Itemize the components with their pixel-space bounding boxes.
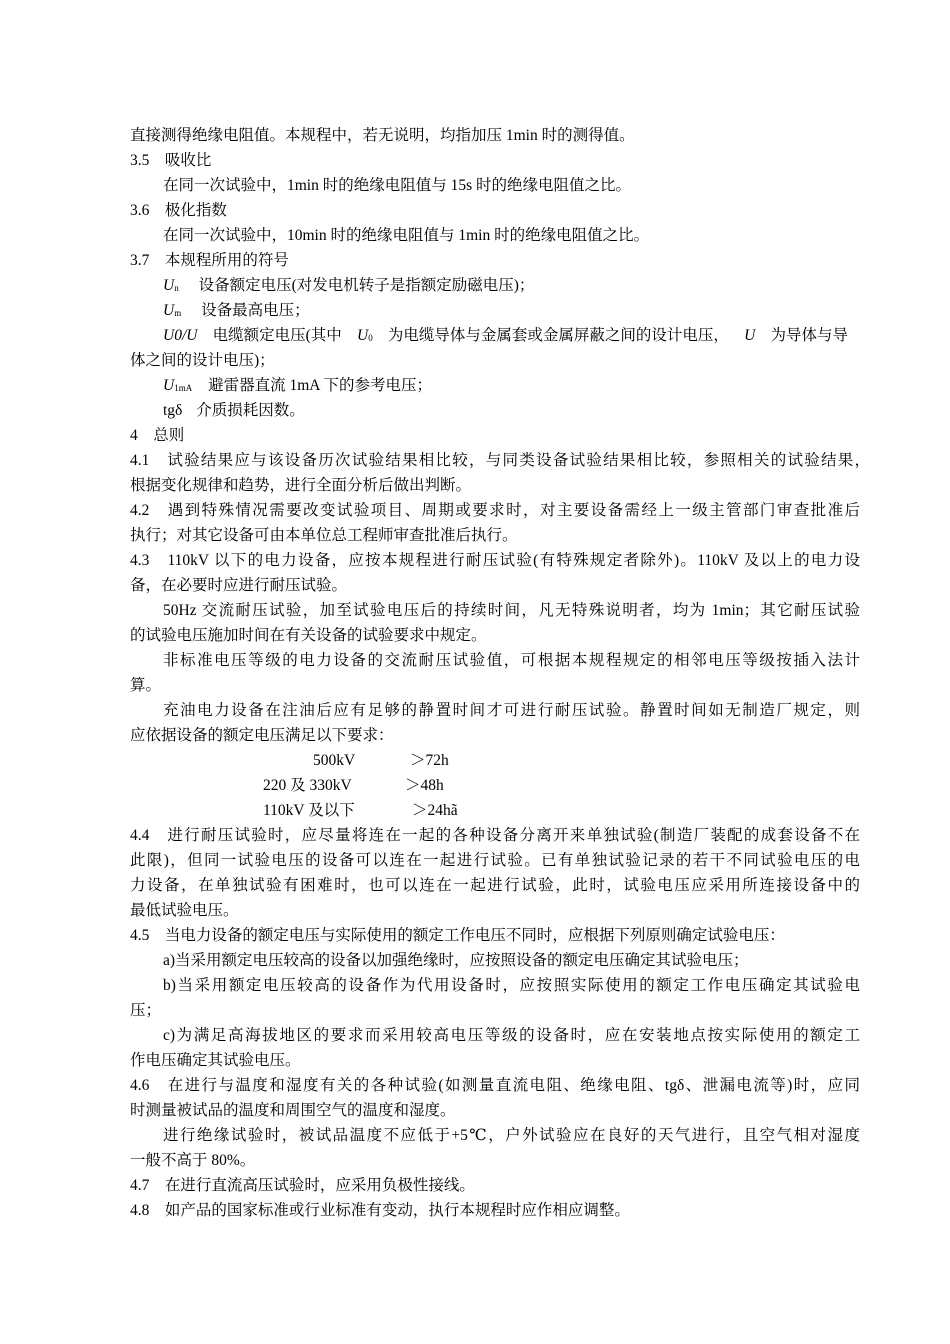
symbol-u1ma-row	[163, 375, 432, 399]
paragraph-line: 进行绝缘试验时，被试品温度不应低于+5℃，户外试验应在良好的天气进行，且空气相对湿度	[163, 1127, 860, 1144]
paragraph-line: 一般不高于 80%。	[130, 1152, 256, 1169]
symbol-un-subscript: n	[174, 283, 179, 293]
symbol-u1ma-subscript: 1mA	[174, 383, 193, 393]
paragraph-line: 此限)，但同一试验电压的设备可以连在一起进行试验。已有单独试验记录的若干不同试验电压的电	[130, 852, 860, 869]
paragraph-line: 力设备，在单独试验有困难时，也可以连在一起进行试验，此时，试验电压应采用所连接设备中的	[130, 877, 860, 894]
paragraph-line: 4.6 在进行与温度和湿度有关的各种试验(如测量直流电阻、绝缘电阻、tgδ、泄漏电流等)时，应同	[130, 1077, 860, 1094]
symbol-um-description: 设备最高电压；	[201, 302, 310, 319]
paragraph-line: 直接测得绝缘电阻值。本规程中，若无说明，均指加压 1min 时的测得值。	[130, 127, 635, 144]
paragraph-line: 的试验电压施加时间在有关设备的试验要求中规定。	[130, 627, 487, 644]
standing-time-voltage: 110kV 及以下	[263, 802, 355, 819]
paragraph-line: 4.5 当电力设备的额定电压与实际使用的额定工作电压不同时，应根据下列原则确定试验电压：	[130, 927, 785, 944]
paragraph-line: 算。	[130, 677, 162, 694]
paragraph-line: 备，在必要时应进行耐压试验。	[130, 577, 348, 594]
symbol-tg-description: 介质损耗因数。	[196, 402, 305, 419]
paragraph-line: 4.4 进行耐压试验时，应尽量将连在一起的各种设备分离开来单独试验(制造厂装配的成套设备不在	[130, 827, 860, 844]
symbol-un-row	[163, 275, 534, 299]
symbol-um: U	[163, 302, 175, 319]
paragraph-line: 压；	[130, 1002, 162, 1019]
symbol-u0u: U0/U	[163, 327, 198, 344]
paragraph-line: 最低试验电压。	[130, 902, 239, 919]
list-item-b: b)当采用额定电压较高的设备作为代用设备时，应按照实际使用的额定工作电压确定其试验电	[163, 977, 860, 994]
symbol-um-subscript: m	[174, 308, 182, 318]
paragraph-line: 根据变化规律和趋势，进行全面分析后做出判断。	[130, 477, 472, 494]
symbol-un-description: 设备额定电压(对发电机转子是指额定励磁电压)；	[198, 277, 535, 294]
standing-time-value: ＞24hã	[412, 802, 458, 819]
paragraph-line: 作电压确定其试验电压。	[130, 1052, 301, 1069]
standing-time-voltage: 220 及 330kV	[263, 777, 352, 794]
standing-time-value: ＞48h	[405, 777, 444, 794]
symbol-tg-row	[163, 400, 305, 422]
symbol-u0: U	[357, 327, 369, 344]
symbol-u0u-desc-3: 为导体与导	[770, 327, 848, 344]
symbol-un: U	[163, 277, 175, 294]
paragraph-line: 4.3 110kV 以下的电力设备，应按本规程进行耐压试验(有特殊规定者除外)。110kV 及以上的电力设	[130, 552, 860, 569]
list-item-c: c)为满足高海拔地区的要求而采用较高电压等级的设备时，应在安装地点按实际使用的额定工	[163, 1027, 860, 1044]
symbol-u: U	[744, 327, 756, 344]
chapter-heading-4: 4 总则	[130, 427, 185, 444]
section-heading-3-6: 3.6 极化指数	[130, 202, 227, 219]
paragraph-line: 时测量被试品的温度和周围空气的温度和湿度。	[130, 1102, 456, 1119]
symbol-u0-subscript: 0	[368, 333, 373, 343]
paragraph-line: 在同一次试验中，1min 时的绝缘电阻值与 15s 时的绝缘电阻值之比。	[163, 177, 632, 194]
paragraph-line: 应依据设备的额定电压满足以下要求：	[130, 727, 394, 744]
standing-time-value: ＞72h	[410, 752, 449, 769]
symbol-tg: tgδ	[163, 402, 183, 419]
paragraph-line: 执行；对其它设备可由本单位总工程师审查批准后执行。	[130, 527, 518, 544]
symbol-u0u-desc-1: 电缆额定电压(其中	[212, 327, 342, 344]
section-heading-3-5: 3.5 吸收比	[130, 152, 212, 169]
list-item-a: a)当采用额定电压较高的设备以加强绝缘时，应按照设备的额定电压确定其试验电压；	[163, 952, 749, 969]
standing-time-voltage: 500kV	[313, 752, 356, 769]
paragraph-line: 50Hz 交流耐压试验，加至试验电压后的持续时间，凡无特殊说明者，均为 1min；其它耐压试验	[163, 602, 860, 619]
paragraph-line: 充油电力设备在注油后应有足够的静置时间才可进行耐压试验。静置时间如无制造厂规定，则	[163, 702, 860, 719]
symbol-u1ma-description: 避雷器直流 1mA 下的参考电压；	[208, 377, 432, 394]
symbol-u1ma: U	[163, 377, 175, 394]
paragraph-line: 4.7 在进行直流高压试验时，应采用负极性接线。	[130, 1177, 475, 1194]
symbol-u0u-row	[163, 325, 848, 349]
section-heading-3-7: 3.7 本规程所用的符号	[130, 252, 289, 269]
paragraph-line: 4.2 遇到特殊情况需要改变试验项目、周期或要求时，对主要设备需经上一级主管部门审查批准后	[130, 502, 860, 519]
symbol-u0u-desc-2: 为电缆导体与金属套或金属屏蔽之间的设计电压，	[387, 327, 729, 344]
paragraph-line: 体之间的设计电压)；	[130, 352, 275, 369]
paragraph-line: 4.8 如产品的国家标准或行业标准有变动，执行本规程时应作相应调整。	[130, 1202, 630, 1219]
paragraph-line: 在同一次试验中，10min 时的绝缘电阻值与 1min 时的绝缘电阻值之比。	[163, 227, 650, 244]
paragraph-line: 4.1 试验结果应与该设备历次试验结果相比较，与同类设备试验结果相比较，参照相关的试验结果，	[130, 452, 870, 469]
paragraph-line: 非标准电压等级的电力设备的交流耐压试验值，可根据本规程规定的相邻电压等级按插入法计	[163, 652, 860, 669]
symbol-um-row	[163, 300, 310, 324]
